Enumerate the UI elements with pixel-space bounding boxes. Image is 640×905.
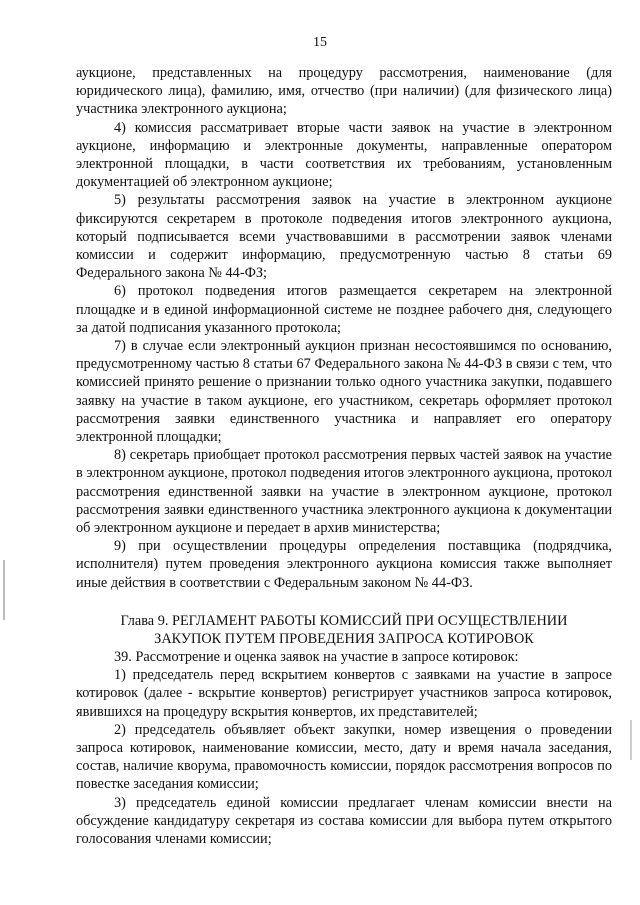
page-number: 15 [313, 35, 327, 50]
page-content [76, 64, 612, 848]
chapter-heading [76, 612, 612, 648]
scan-edge-mark [3, 560, 5, 620]
paragraph-item-9: 9) при осуществлении процедуры определения поставщика (подрядчика, исполнителя) путем проведения электронного аукциона комиссия также выполняет иные действия в соответствии с Федеральным законом № 44-ФЗ. [76, 538, 612, 591]
paragraph-item-4: 4) комиссия рассматривает вторые части заявок на участие в электронном аукционе, информацию и электронные документы, направленные оператором электронной площадки, в части соответствия их требованиям, установленным документацией об электронном аукционе; [76, 119, 612, 191]
paragraph-item-7: 7) в случае если электронный аукцион признан несостоявшимся по основанию, предусмотренному частью 8 статьи 67 Федерального закона № 44-ФЗ в связи с тем, что комиссией принято решение о признании только одного участника закупки, подавшего заявку на участие в таком аукционе, его участником, секретарь оформляет протокол рассмотрения заявки единственного участника и направляет его оператору электронной площадки; [76, 338, 612, 446]
paragraph-item-5: 5) результаты рассмотрения заявок на участие в электронном аукционе фиксируются секретарем в протоколе подведения итогов электронного аукциона, который подписывается всеми участвовавшими в рассмотрении заявок членами комиссии и содержит информацию, предусмотренную частью 8 статьи 69 Федерального закона № 44-ФЗ; [76, 192, 612, 282]
chapter-heading-line-2: ЗАКУПОК ПУТЕМ ПРОВЕДЕНИЯ ЗАПРОСА КОТИРОВОК [154, 630, 534, 647]
chapter-heading-line-1: Глава 9. РЕГЛАМЕНТ РАБОТЫ КОМИССИЙ ПРИ ОСУЩЕСТВЛЕНИИ [120, 612, 568, 629]
paragraph-continuation: аукционе, представленных на процедуру рассмотрения, наименование (для юридического лица), фамилию, имя, отчество (при наличии) (для физического лица) участника электронного аукциона; [76, 65, 612, 118]
scan-edge-mark-right [630, 720, 632, 760]
section-39-item-2: 2) председатель объявляет объект закупки, номер извещения о проведении запроса котировок, наименование комиссии, место, дату и время начала заседания, состав, наличие кворума, правомочность комиссии, порядок рассмотрения вопросов по повестке заседания комиссии; [76, 721, 612, 793]
section-39-heading: 39. Рассмотрение и оценка заявок на участие в запросе котировок: [114, 648, 519, 665]
section-39-item-3: 3) председатель единой комиссии предлагает членам комиссии внести на обсуждение кандидатуру секретаря из состава комиссии для выбора путем открытого голосования членами комиссии; [76, 794, 612, 847]
section-39-item-1: 1) председатель перед вскрытием конвертов с заявками на участие в запросе котировок (далее - вскрытие конвертов) регистрирует участников запроса котировок, явившихся на процедуру вскрытия конвертов, их представителей; [76, 667, 612, 720]
paragraph-item-6: 6) протокол подведения итогов размещается секретарем на электронной площадке и в единой информационной системе не позднее рабочего дня, следующего за датой подписания указанного протокола; [76, 283, 612, 336]
paragraph-item-8: 8) секретарь приобщает протокол рассмотрения первых частей заявок на участие в электронном аукционе, протокол подведения итогов электронного аукциона, протокол рассмотрения единственной заявки на участие в электронном аукционе, протокол рассмотрения заявки единственного участника электронного аукциона к документации об электронном аукционе и передает в архив министерства; [76, 447, 612, 537]
